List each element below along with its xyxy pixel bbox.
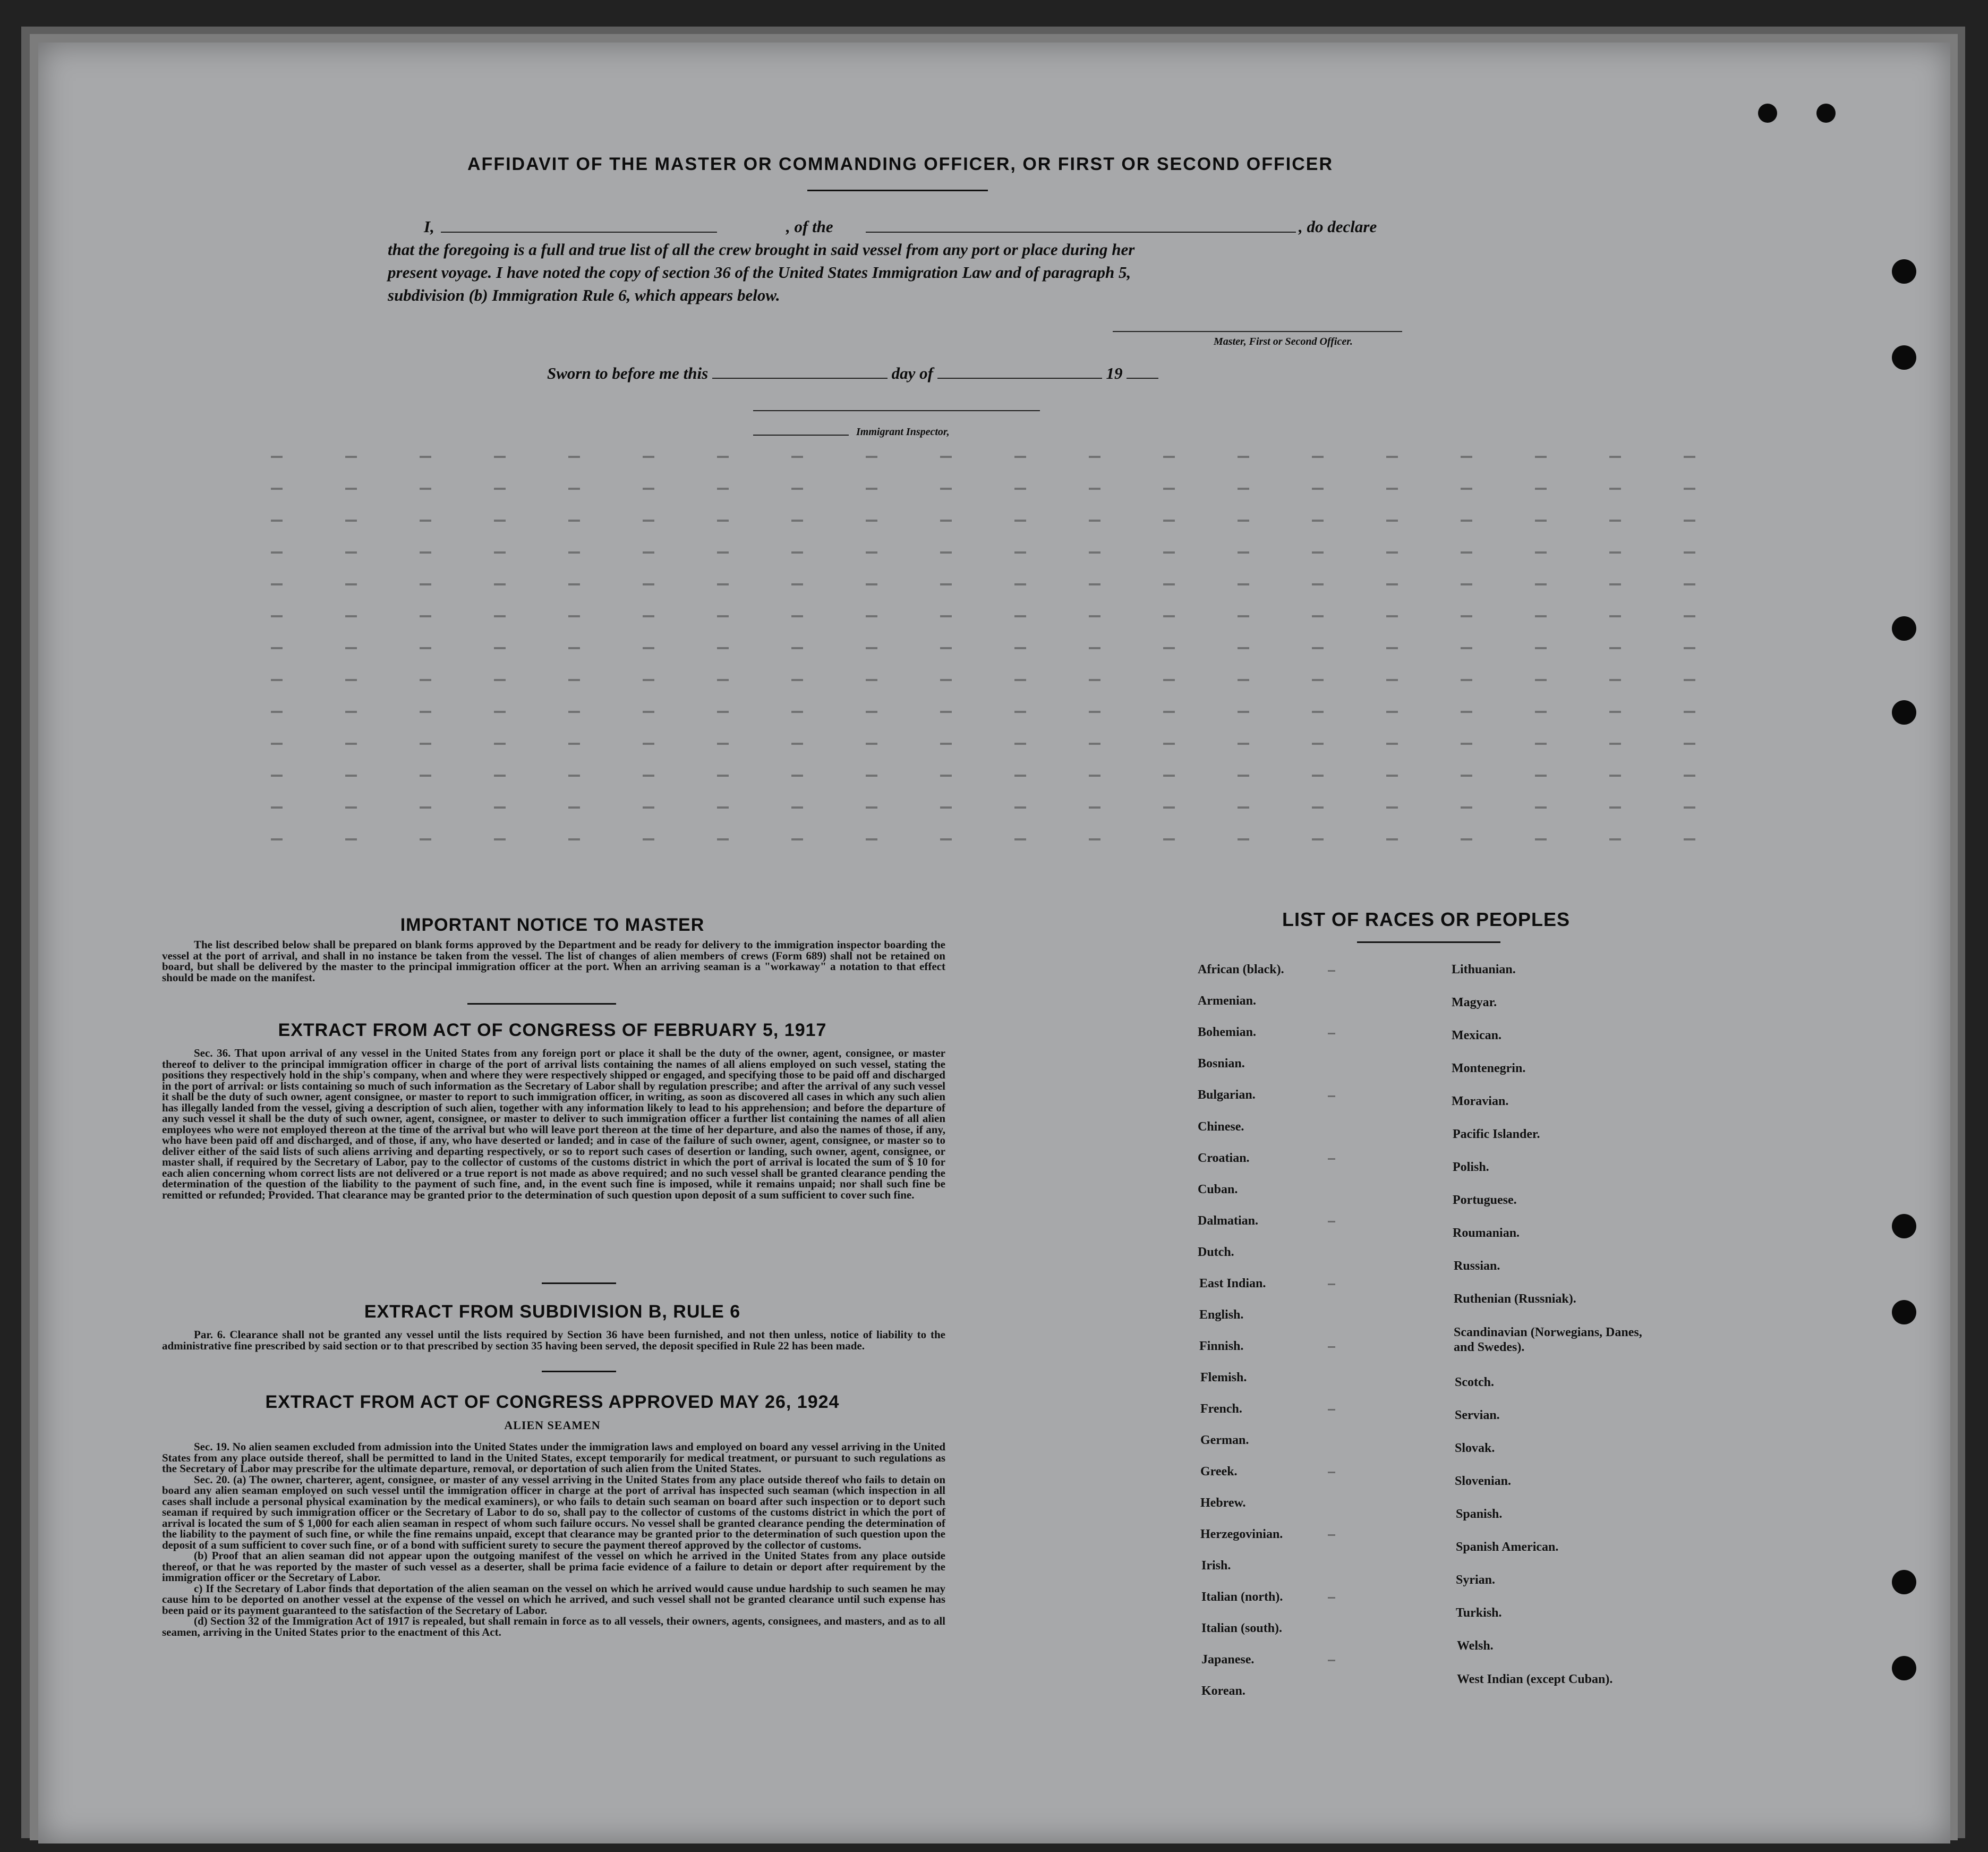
race-item: French. [1200,1402,1242,1416]
race-item: Croatian. [1198,1151,1250,1165]
signature-line[interactable] [1113,331,1402,332]
race-item: Montenegrin. [1452,1061,1526,1075]
race-item: Slovak. [1455,1441,1495,1455]
sworn-year-field[interactable] [1127,377,1158,379]
ruled-row [271,583,1747,585]
sec-20c-paragraph: c) If the Secretary of Labor finds that deportation of the alien seaman on the vessel on which he arrived would cause undue hardship to such seamen he may cause him to be deported on another vessel at the expense of the vessel on which he arrived, and such vessel shall not be granted clearance until such expense has been paid or its payment guaranteed to the satisfaction of the Secretary of Labor. [162,1582,945,1617]
race-item: Dutch. [1198,1245,1234,1259]
title-underline [807,190,988,191]
race-item: Irish. [1201,1559,1231,1573]
race-item: German. [1200,1433,1249,1447]
extract-1917-paragraph: Sec. 36. That upon arrival of any vessel in the United States from any foreign port or place it shall be the duty of the owner, agent, consignee, or master thereof to deliver to the principal immigration officer in charge of the port of arrival lists containing the names of all aliens employed on such vessel, stating the positions they respectively hold in the ship's company, when and where they were respectively shipped or engaged, and specifying those to be paid off and discharged in the port of arrival: or lists containing so much of such information as the Secretary of Labor shall by regulation prescribe; and after the arrival of any such vessel it shall be the duty of such owner, agent consignee, or master to report to such immigration officer, in writing, as soon as discovered all cases in which any such alien has illegally landed from the vessel, giving a description of such alien, together with any information likely to lead to his apprehension; and before the departure of any such vessel it shall be the duty of such owner, agent, consignee, or master to deliver to such immigration officer a further list containing the names of all alien employees who were not employed thereon at the time of the arrival but who will leave port thereon at the time of her departure, and also the names of those, if any, who have been paid off and discharged, and of those, if any, who have deserted or landed; and in case of the failure of such owner, agent, consignee, or master so to deliver either of the said lists of such aliens arriving and departing respectively, or so to report such cases of desertion or landing, such owner, agent, consignee, or master shall, if required by the Secretary of Labor, pay to the collector of customs of the customs district in which the port of arrival is located the sum of $ 10 for each alien concerning whom correct lists are not delivered or a true report is not made as above required; and no such vessel shall be granted clearance pending the determination of the question of the liability to the payment of such fine, and, in the event such fine is imposed, while it remains unpaid; nor shall such fine be remitted or refunded; Provided. That clearance may be granted prior to the determination of such question upon deposit of a sum sufficient to cover such fine. [162,1047,945,1201]
race-item: Dalmatian. [1198,1214,1258,1228]
ruled-row [271,615,1747,617]
sec-20d-paragraph: (d) Section 32 of the Immigration Act of 1917 is repealed, but shall remain in force as to all vessels, their owners, agents, consignees, and masters, and as to all seamen, arriving in the United States prior to the enactment of this Act. [162,1615,945,1638]
race-item: Bulgarian. [1198,1088,1256,1102]
section-divider [542,1282,616,1284]
race-item: Chinese. [1198,1120,1244,1134]
notice-title: IMPORTANT NOTICE TO MASTER [400,915,705,935]
race-item: Italian (north). [1201,1590,1283,1604]
ruled-row [271,711,1747,713]
race-item: African (black). [1198,963,1284,976]
race-item: Mexican. [1452,1029,1501,1042]
extract-1924-title: EXTRACT FROM ACT OF CONGRESS APPROVED MAY 26, 1924 [265,1392,840,1412]
race-item: Turkish. [1456,1606,1502,1620]
declaration-line-2: that the foregoing is a full and true list of all the crew brought in said vessel from any port or place during her [388,240,1135,259]
ruled-row [271,520,1747,522]
race-item: Scotch. [1455,1375,1494,1389]
ruled-row [271,488,1747,490]
race-item: Flemish. [1200,1371,1247,1384]
race-item: Syrian. [1456,1573,1496,1587]
race-item: Scandinavian (Norwegians, Danes, and Swedes). [1454,1326,1642,1354]
races-title: LIST OF RACES OR PEOPLES [1282,908,1571,930]
column-tick [1328,1284,1335,1285]
sec-20b-paragraph: (b) Proof that an alien seaman did not appear upon the outgoing manifest of the vessel on which he arrived in the United States from any place outside thereof, or that he was reported by the master of such vessel as a deserter, shall be prima facie evidence of a failure to detain or deport after requirement by the immigration officer or the Secretary of Labor. [162,1549,945,1584]
affidavit-title: AFFIDAVIT OF THE MASTER OR COMMANDING OFFICER, OR FIRST OR SECOND OFFICER [467,154,1333,174]
sworn-year: 19 [1106,364,1123,383]
race-item: Servian. [1455,1408,1500,1422]
binding-hole [1892,616,1916,641]
race-item: Moravian. [1452,1094,1509,1108]
declaration-line-1 [388,215,1405,238]
race-item: Spanish. [1456,1507,1503,1521]
name-field[interactable] [441,231,717,233]
race-item: Welsh. [1457,1639,1494,1653]
column-tick [1328,1534,1335,1536]
declaration-of-the: , of the [786,217,833,236]
column-tick [1328,1346,1335,1348]
ruled-row [271,806,1747,809]
column-tick [1328,1221,1335,1222]
binding-hole [1892,1570,1916,1594]
column-tick [1328,1660,1335,1661]
sworn-date-field[interactable] [712,377,888,379]
sec-19-paragraph: Sec. 19. No alien seamen excluded from admission into the United States under the immigration laws and employed on board any vessel arriving in the United States from any place outside thereof, shall be permitted to land in the United States, except temporarily for medical treatment, or pursuant to such regulations as the Secretary of Labor may prescribe for the ultimate departure, removal, or deportation of such alien from the United States. [162,1440,945,1475]
binding-hole [1892,700,1916,725]
column-tick [1328,1597,1335,1599]
vessel-field[interactable] [866,231,1296,233]
rule6-paragraph: Par. 6. Clearance shall not be granted any vessel until the lists required by Section 36 have been furnished, and not then unless, notice of liability to the administrative fine prescribed by said section or to that prescribed by section 35 having been served, the deposit specified in Rule 22 has been made. [162,1328,945,1352]
rule6-title: EXTRACT FROM SUBDIVISION B, RULE 6 [364,1302,741,1322]
ruled-row [271,743,1747,745]
inspector-prefix-line [753,435,849,436]
ruled-row [271,647,1747,649]
extract-1924-text [162,1441,945,1637]
declaration-i: I, [424,217,434,236]
column-tick [1328,1033,1335,1034]
rule6-text [162,1329,945,1351]
sworn-day-of: day of [891,364,933,383]
race-item: Cuban. [1198,1183,1238,1196]
race-item: Armenian. [1198,994,1256,1008]
race-item: Bohemian. [1198,1025,1257,1039]
sec-20a-paragraph: Sec. 20. (a) The owner, charterer, agent, consignee, or master of any vessel arriving in the United States from any place outside thereof who fails to detain on board any alien seaman employed on such vessel until the immigration officer in charge at the port of arrival has inspected such seaman (which inspection in all cases shall include a personal physical examination by the medical examiners), or who fails to detain such seaman on board after such inspection or to deport such seaman if required by such immigration officer or the Secretary of Labor to do so, shall pay to the collector of customs of the customs district in which the port of arrival is located the sum of $ 1,000 for each alien seaman in respect of whom such failure occurs. No vessel shall be granted clearance pending the determination of the liability to the payment of such fine, or while the fine remains unpaid, except that clearance may be granted prior to the determination of such question upon the deposit of a sum sufficient to cover such fine, or of a bond with sufficient surety to secure the payment thereof approved by the collector of customs. [162,1473,945,1551]
race-item: Pacific Islander. [1453,1127,1540,1141]
ruled-row [271,838,1747,840]
binding-hole [1816,104,1836,123]
race-item: Roumanian. [1453,1226,1520,1240]
column-tick [1328,970,1335,972]
races-title-underline [1357,941,1500,943]
column-tick [1328,1158,1335,1160]
binding-hole [1892,1214,1916,1238]
race-item: Greek. [1200,1465,1238,1479]
declaration-line-4: subdivision (b) Immigration Rule 6, which appears below. [388,286,780,304]
notice-text [162,939,945,983]
column-tick [1328,1409,1335,1411]
binding-hole [1892,259,1916,284]
race-item: Portuguese. [1453,1193,1517,1207]
sworn-month-field[interactable] [937,377,1102,379]
race-item: Magyar. [1452,996,1497,1009]
race-item: Russian. [1454,1259,1500,1273]
race-item: Lithuanian. [1452,963,1516,976]
race-item: Slovenian. [1455,1474,1512,1488]
ruled-row [271,551,1747,554]
race-item: Korean. [1201,1684,1245,1698]
race-item: Ruthenian (Russniak). [1454,1292,1576,1306]
race-item: Italian (south). [1201,1621,1283,1635]
race-item: Finnish. [1199,1339,1244,1353]
binding-hole [1892,345,1916,370]
column-tick [1328,1095,1335,1097]
signature-label: Master, First or Second Officer. [1214,336,1353,347]
race-item: Japanese. [1201,1653,1255,1667]
inspector-label: Immigrant Inspector, [856,426,950,438]
binding-hole [1892,1656,1916,1680]
declaration-line-3: present voyage. I have noted the copy of section 36 of the United States Immigration Law and of paragraph 5, [388,263,1131,282]
ruled-row [271,456,1747,458]
ruled-row [271,679,1747,681]
section-divider [467,1003,616,1005]
inspector-signature-line[interactable] [753,410,1040,411]
extract-1917-text [162,1048,945,1200]
race-item: Herzegovinian. [1200,1527,1283,1541]
race-item: East Indian. [1199,1277,1266,1290]
sworn-statement [547,364,1158,383]
extract-1917-title: EXTRACT FROM ACT OF CONGRESS OF FEBRUARY 5, 1917 [278,1020,827,1040]
notice-paragraph: The list described below shall be prepared on blank forms approved by the Department and be ready for delivery to the immigration inspector boarding the vessel at the port of arrival, and shall in no instance be taken from the vessel. The list of changes of alien members of crews (Form 689) shall not be retained on board, but shall be delivered by the master to the principal immigration officer at the port. When an arriving seaman is a "workaway" a notation to that effect should be made on the manifest. [162,938,945,984]
column-tick [1328,1472,1335,1473]
race-item: Hebrew. [1200,1496,1246,1510]
race-item: English. [1199,1308,1244,1322]
section-divider [542,1371,616,1372]
ruled-row [271,775,1747,777]
extract-1924-subtitle: ALIEN SEAMEN [504,1418,601,1432]
race-item: Polish. [1453,1160,1489,1174]
race-item: West Indian (except Cuban). [1457,1672,1613,1686]
declaration-do-declare: , do declare [1299,217,1377,236]
race-item: Bosnian. [1198,1057,1245,1071]
affidavit-declaration [388,215,1405,307]
binding-hole [1892,1300,1916,1324]
binding-hole [1758,104,1777,123]
sworn-prefix: Sworn to before me this [547,364,709,383]
race-item: Spanish American. [1456,1540,1559,1554]
